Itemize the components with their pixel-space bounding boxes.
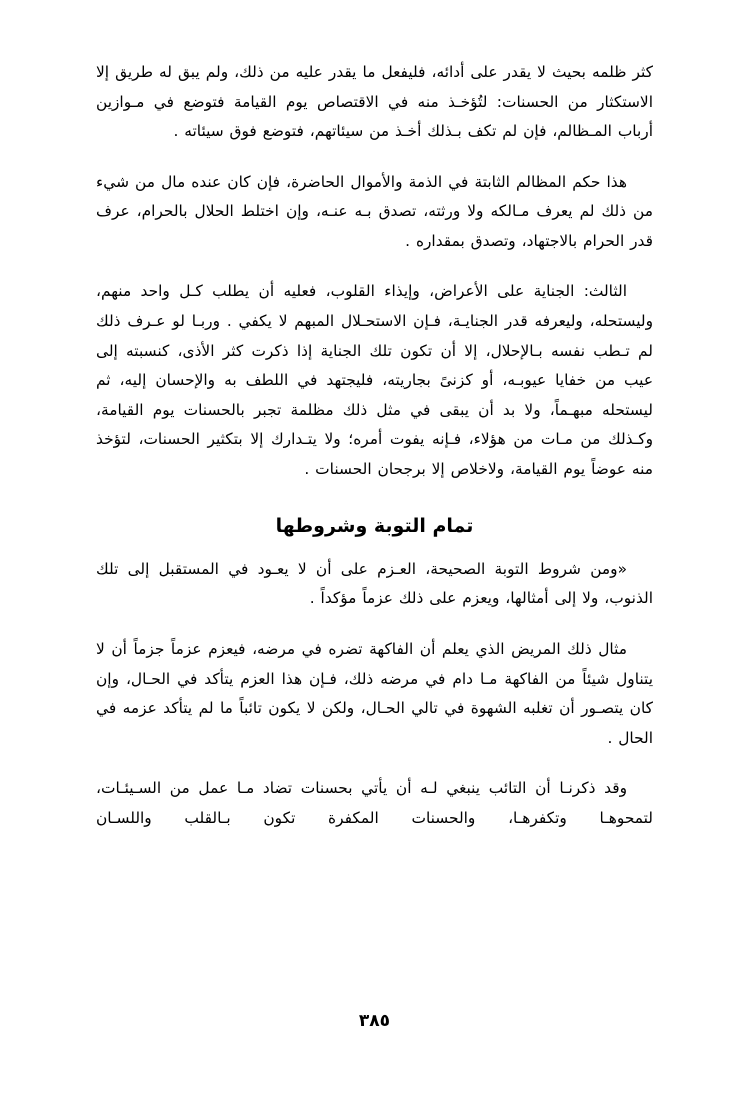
paragraph-spacer <box>96 760 653 774</box>
paragraph-spacer <box>96 154 653 168</box>
section-heading: تمام التوبة وشروطها <box>275 514 474 537</box>
paragraph-spacer <box>96 621 653 635</box>
page-number: ٣٨٥ <box>358 1011 391 1031</box>
paragraph-spacer <box>96 263 653 277</box>
paragraph-2: هذا حكم المظالم الثابتة في الذمة والأموال الحاضرة، فإن كان عنده مال من شيء من ذلك لم يعرف مـالكه ولا ورثته، تصدق بـه عنـه، وإن اختلط الحلال بالحرام، عرف قدر الحرام بالاجتهاد، وتصدق بمقداره . <box>96 172 653 250</box>
page-content <box>96 58 653 834</box>
paragraph-4: «ومن شروط التوبة الصحيحة، العـزم على أن لا يعـود في المستقبل إلى تلك الذنوب، ولا إلى أمثالها، ويعزم على ذلك عزماً مؤكداً . <box>96 559 653 608</box>
paragraph-1: كثر ظلمه بحيث لا يقدر على أدائه، فليفعل ما يقدر عليه من ذلك، ولم يبق له طريق إلا الاستكثار من الحسنات: لتُؤخـذ منه في الاقتصاص يوم القيامة فتوضع في مـوازين أرباب المـظالم، فإن لم تكف بـذلك أخـذ من سيئاتهم، فتوضع فوق سيئاته . <box>96 63 653 141</box>
paragraph-6: وقد ذكرنـا أن التائب ينبغي لـه أن يأتي بحسنات تضاد مـا عمل من السـيئـات، لتمحوهـا وتكفرهـا، والحسنات المكفرة تكون بـالقلب واللسـان <box>96 779 653 827</box>
paragraph-3: الثالث: الجناية على الأعراض، وإيذاء القلوب، فعليه أن يطلب كـل واحد منهم، وليستحله، وليعرفه قدر الجنايـة، فـإن الاستحـلال المبهم لا يكفي . وربـا لو عـرف ذلك لم تـطب نفسه بـالإحلال، إلا أن تكون تلك الجناية إذا ذكرت كثر الأذى، كنسبته إلى عيب من خفايا عيوبـه، أو كزنىً بجاريته، فليجتهد في اللطف به والإحسان إليه، ثم ليستحله مبهـماً، ولا بد أن يبقى في مثل ذلك مظلمة تجبر بالحسنات يوم القيامة، وكـذلك من مـات من هؤلاء، فـإنه يفوت أمره؛ ولا يتـدارك إلا بتكثير الحسنات، لتؤخذ منه عوضاً يوم القيامة، ولاخلاص إلا برجحان الحسنات . <box>96 282 653 478</box>
paragraph-5: مثال ذلك المريض الذي يعلم أن الفاكهة تضره في مرضه، فيعزم عزماً جزماً أن لا يتناول شيئاً من الفاكهة مـا دام في مرضه ذلك، فـإن هذا العزم يتأكد في الحـال، وإن كان يتصـور أن تغلبه الشهوة في تالي الحـال، ولكن لا يكون تائباً ما لم يتأكد عزمه في الحال . <box>96 640 653 747</box>
